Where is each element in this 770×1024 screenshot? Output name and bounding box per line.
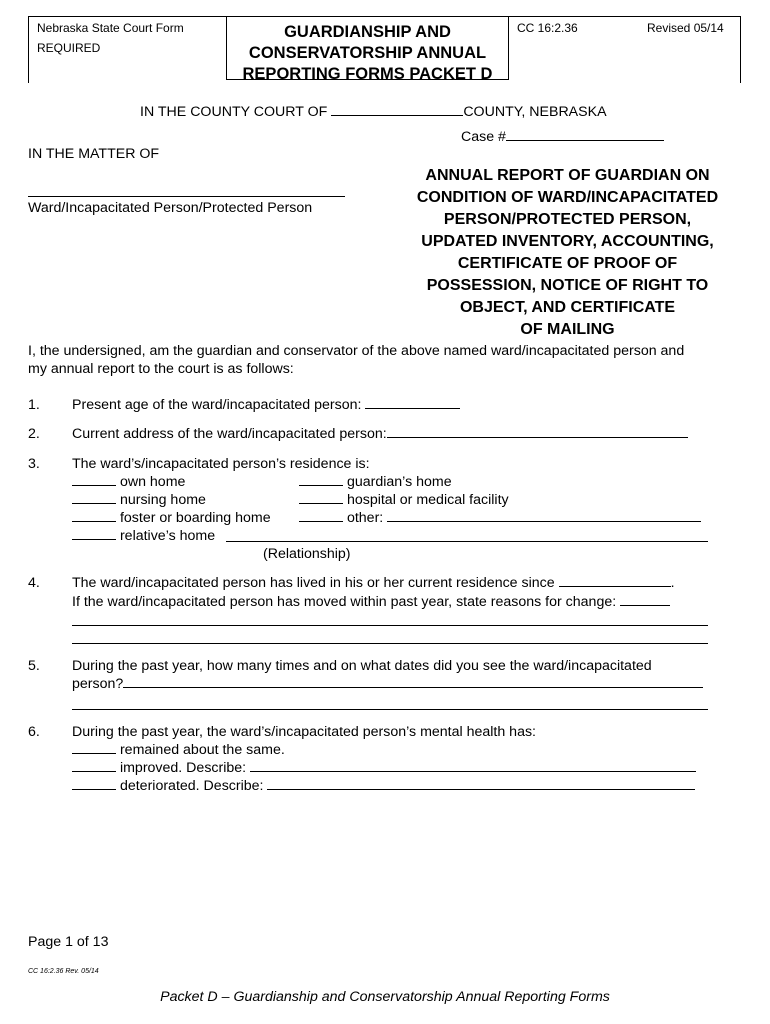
report-title-line-7: OBJECT, AND CERTIFICATE — [459, 299, 676, 316]
same-check[interactable] — [72, 752, 116, 754]
option-relative-home — [72, 528, 215, 544]
guardian-home-check[interactable] — [299, 484, 343, 486]
other-label: other: — [346, 510, 384, 526]
hospital-check[interactable] — [299, 502, 343, 504]
person-caption: Ward/Incapacitated Person/Protected Person — [28, 200, 313, 216]
option-deteriorated — [72, 778, 695, 794]
item-1 — [72, 397, 460, 413]
hospital-label: hospital or medical facility — [346, 492, 509, 508]
intro-line-2: my annual report to the court is as follows: — [28, 361, 294, 377]
item-1-number: 1. — [28, 397, 40, 413]
nursing-home-label: nursing home — [119, 492, 206, 508]
form-header — [28, 16, 740, 82]
improved-check[interactable] — [72, 770, 116, 772]
item-1-text: Present age of the ward/incapacitated person: — [72, 397, 362, 413]
report-title-line-8: OF MAILING — [520, 321, 615, 338]
form-type: Nebraska State Court Form — [37, 21, 184, 35]
required-label: REQUIRED — [37, 41, 101, 55]
report-title-line-2: CONDITION OF WARD/INCAPACITATED — [416, 189, 719, 206]
page-number: Page 1 of 13 — [28, 934, 109, 950]
form-code: CC 16:2.36 — [517, 21, 578, 35]
own-home-label: own home — [119, 474, 186, 490]
deteriorated-field[interactable] — [267, 788, 695, 790]
item-5-line-2 — [72, 676, 703, 692]
item-4-number: 4. — [28, 575, 40, 591]
item-4-line-1 — [72, 575, 675, 591]
item-5-text-2: person? — [72, 676, 124, 692]
item-3-number: 3. — [28, 456, 40, 472]
item-4-period: . — [670, 575, 675, 591]
item-5-number: 5. — [28, 658, 40, 674]
item-4-text: The ward/incapacitated person has lived in his or her current residence since — [72, 575, 555, 591]
court-suffix: COUNTY, NEBRASKA — [463, 104, 607, 120]
option-improved — [72, 760, 696, 776]
item-3-text: The ward’s/incapacitated person’s residence is: — [72, 456, 370, 472]
county-field[interactable] — [331, 114, 463, 116]
report-title-line-6: POSSESSION, NOTICE OF RIGHT TO — [426, 277, 709, 294]
report-title-line-5: CERTIFICATE OF PROOF OF — [457, 255, 678, 272]
case-label: Case # — [461, 129, 506, 145]
item-4-text-2: If the ward/incapacitated person has moved within past year, state reasons for change: — [72, 594, 617, 610]
item-4-line-2 — [72, 594, 670, 610]
foster-home-check[interactable] — [72, 520, 116, 522]
footer-packet: Packet D – Guardianship and Conservatorship Annual Reporting Forms — [160, 989, 610, 1005]
header-title-line-2: CONSERVATORSHIP ANNUAL — [248, 44, 487, 62]
report-title — [385, 165, 750, 341]
intro-line-1: I, the undersigned, am the guardian and conservator of the above named ward/incapacitated person and — [28, 343, 685, 359]
residence-since-field[interactable] — [559, 585, 671, 587]
court-prefix: IN THE COUNTY COURT OF — [140, 104, 328, 120]
visits-line-2[interactable] — [72, 709, 708, 710]
same-label: remained about the same. — [119, 742, 285, 758]
move-reason-field[interactable] — [620, 604, 670, 606]
header-right-cell — [509, 16, 741, 83]
item-2-text: Current address of the ward/incapacitated person: — [72, 426, 387, 442]
relative-home-label: relative’s home — [119, 528, 216, 544]
option-own-home — [72, 474, 185, 490]
improved-field[interactable] — [250, 770, 696, 772]
header-title-line-3: REPORTING FORMS PACKET D — [242, 65, 493, 83]
guardian-home-label: guardian’s home — [346, 474, 452, 490]
option-other — [299, 510, 701, 526]
option-nursing-home — [72, 492, 206, 508]
item-6-text: During the past year, the ward’s/incapacitated person’s mental health has: — [72, 724, 537, 740]
header-title — [226, 16, 509, 83]
improved-label: improved. Describe: — [119, 760, 247, 776]
case-line — [461, 129, 664, 145]
own-home-check[interactable] — [72, 484, 116, 486]
header-left-cell — [28, 16, 227, 83]
address-field[interactable] — [387, 436, 688, 438]
move-reason-line-2[interactable] — [72, 643, 708, 644]
option-same — [72, 742, 285, 758]
other-field[interactable] — [387, 520, 701, 522]
item-2-number: 2. — [28, 426, 40, 442]
header-title-line-1: GUARDIANSHIP AND — [284, 23, 451, 41]
deteriorated-check[interactable] — [72, 788, 116, 790]
other-check[interactable] — [299, 520, 343, 522]
item-2 — [72, 426, 688, 442]
report-title-line-4: UPDATED INVENTORY, ACCOUNTING, — [421, 233, 714, 250]
option-guardian-home — [299, 474, 452, 490]
option-hospital — [299, 492, 509, 508]
deteriorated-label: deteriorated. Describe: — [119, 778, 264, 794]
case-number-field[interactable] — [506, 139, 664, 141]
relationship-caption: (Relationship) — [263, 546, 351, 562]
age-field[interactable] — [365, 407, 460, 409]
move-reason-line-1[interactable] — [72, 625, 708, 626]
relationship-field[interactable] — [226, 541, 708, 542]
footer-code: CC 16:2.36 Rev. 05/14 — [28, 968, 99, 975]
nursing-home-check[interactable] — [72, 502, 116, 504]
report-title-line-1: ANNUAL REPORT OF GUARDIAN ON — [425, 167, 710, 184]
item-5-text: During the past year, how many times and on what dates did you see the ward/incapacitated — [72, 658, 652, 674]
revised-date: Revised 05/14 — [647, 21, 724, 35]
person-name-field[interactable] — [28, 196, 345, 197]
court-line — [140, 104, 607, 120]
relative-home-check[interactable] — [72, 538, 116, 540]
matter-label: IN THE MATTER OF — [28, 146, 160, 162]
visits-field[interactable] — [123, 686, 703, 688]
item-6-number: 6. — [28, 724, 40, 740]
foster-home-label: foster or boarding home — [119, 510, 271, 526]
report-title-line-3: PERSON/PROTECTED PERSON, — [443, 211, 692, 228]
option-foster-home — [72, 510, 271, 526]
